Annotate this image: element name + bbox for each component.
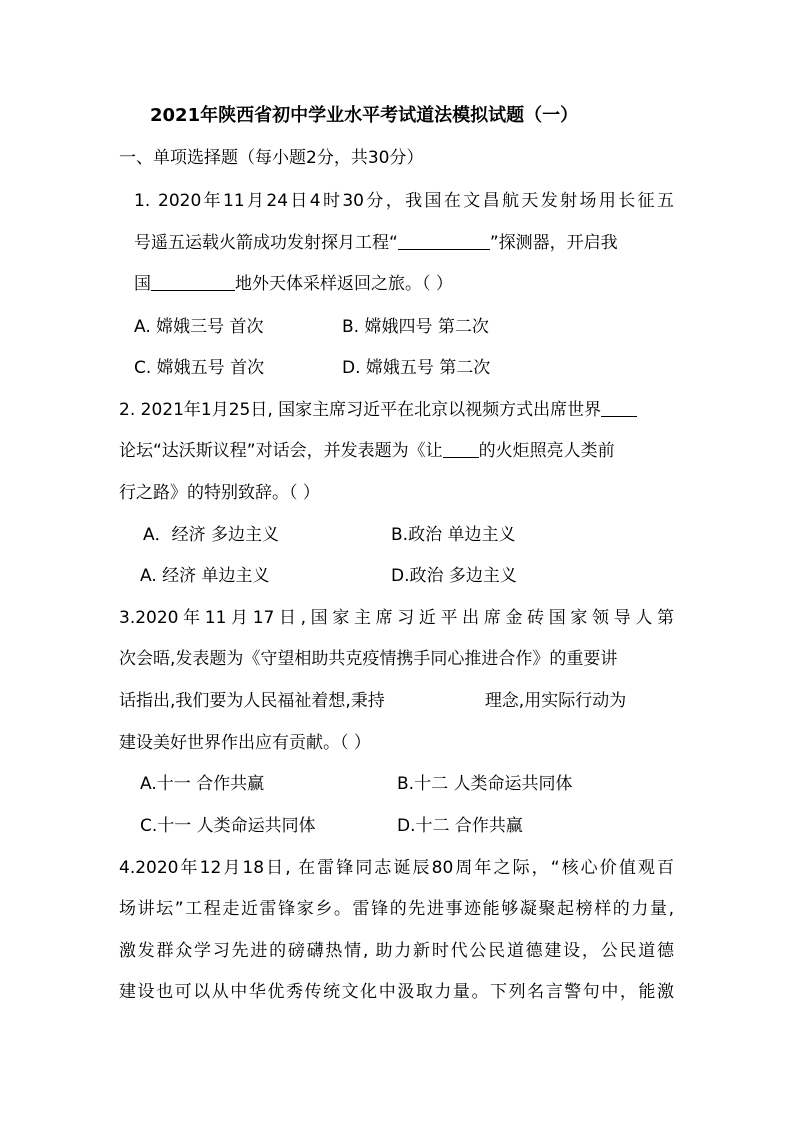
q3-line-3-start: 话指出,我们要为人民福祉着想,秉持 xyxy=(119,691,385,711)
q1-option-b: B. 嫦娥四号 第二次 xyxy=(342,317,489,337)
q4-line-1: 4.2020年12月18日, 在雷锋同志诞辰80周年之际，“核心价值观百 xyxy=(119,858,674,878)
q2-option-c: A. 经济 单边主义 xyxy=(140,566,270,586)
q3-option-d: D.十二 合作共赢 xyxy=(397,816,523,836)
q3-option-a: A.十一 合作共赢 xyxy=(140,774,265,794)
page-title: 2021年陕西省初中学业水平考试道法模拟试题（一） xyxy=(150,105,579,126)
q1-line-1: 1. 2020年11月24日4时30分，我国在文昌航天发射场用长征五 xyxy=(134,191,674,211)
q1-line-2-start: 号遥五运载火箭成功发射探月工程“ xyxy=(134,233,398,253)
q1-option-a: A. 嫦娥三号 首次 xyxy=(134,317,264,337)
q1-option-d: D. 嫦娥五号 第二次 xyxy=(342,358,491,378)
q1-blank-2 xyxy=(151,273,235,291)
section-heading: 一、单项选择题（每小题2分，共30分） xyxy=(119,148,424,168)
q2-line-2-start: 论坛“达沃斯议程”对话会，并发表题为《让 xyxy=(119,441,443,461)
q4-line-3: 激发群众学习先进的磅礴热情, 助力新时代公民道德建设，公民道德 xyxy=(119,941,674,961)
q2-line-3: 行之路》的特别致辞。（ ） xyxy=(119,483,320,503)
q2-blank-2 xyxy=(443,440,479,458)
q3-option-b: B.十二 人类命运共同体 xyxy=(397,774,573,794)
q2-option-b: B.政治 单边主义 xyxy=(391,525,516,545)
q2-option-a: A．经济 多边主义 xyxy=(143,525,280,545)
q1-line-2 xyxy=(134,232,674,254)
q4-line-2: 场讲坛”工程走近雷锋家乡。雷锋的先进事迹能够凝聚起榜样的力量, xyxy=(119,899,674,919)
q2-line-1-text: 2. 2021年1月25日, 国家主席习近平在北京以视频方式出席世界 xyxy=(119,400,602,420)
q1-line-2-end: ”探测器，开启我 xyxy=(489,233,618,253)
q2-line-2 xyxy=(119,440,674,462)
q3-option-c: C.十一 人类命运共同体 xyxy=(140,816,316,836)
q2-option-d: D.政治 多边主义 xyxy=(391,566,517,586)
q2-blank-1 xyxy=(601,399,637,417)
q3-line-2: 次会晤,发表题为《守望相助共克疫情携手同心推进合作》的重要讲 xyxy=(119,649,618,669)
q3-line-1: 3.2020年11月17日,国家主席习近平出席金砖国家领导人第 xyxy=(119,608,674,628)
q1-line-3-start: 国 xyxy=(134,274,151,294)
q2-line-2-end: 的火炬照亮人类前 xyxy=(478,441,615,461)
q1-line-3 xyxy=(134,273,453,295)
q3-line-3-end: 理念,用实际行动为 xyxy=(484,691,627,711)
q3-line-4: 建设美好世界作出应有贡献。（ ） xyxy=(119,733,371,753)
q1-line-3-end: 地外天体采样返回之旅。（ ） xyxy=(235,274,453,294)
q4-line-4: 建设也可以从中华优秀传统文化中汲取力量。下列名言警句中，能激 xyxy=(119,982,674,1002)
q1-option-c: C. 嫦娥五号 首次 xyxy=(134,358,265,378)
q2-line-1 xyxy=(119,399,674,421)
q1-blank-1 xyxy=(398,232,490,250)
q3-line-3 xyxy=(119,690,674,712)
